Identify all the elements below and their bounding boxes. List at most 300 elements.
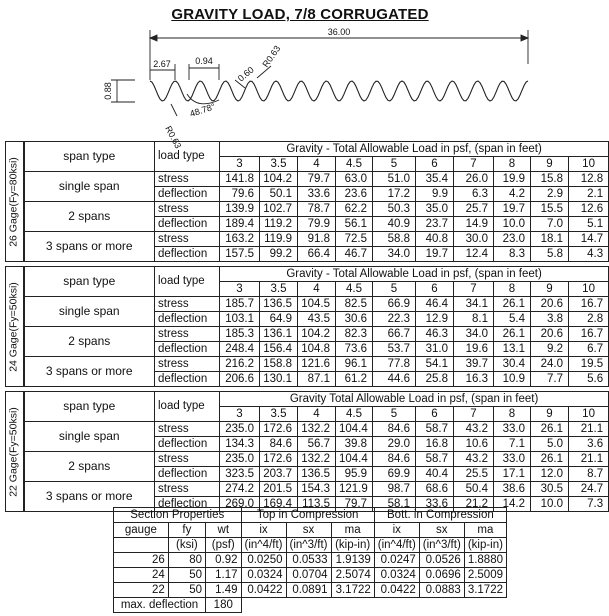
table-row xyxy=(6,172,609,187)
span-header-cell: 4.5 xyxy=(336,407,373,422)
span-type-cell: 3 spans or more xyxy=(24,482,155,512)
section-subheader-cell: fy xyxy=(168,523,205,538)
load-type-cell: deflection xyxy=(155,342,220,357)
value-cell: 51.0 xyxy=(373,172,416,187)
span-header-cell: 3.5 xyxy=(260,157,298,172)
gauge-header-row xyxy=(6,142,609,157)
value-cell: 33.6 xyxy=(416,497,454,512)
value-cell: 43.2 xyxy=(454,452,494,467)
value-cell: 66.9 xyxy=(373,297,416,312)
value-cell: 62.2 xyxy=(336,202,373,217)
span-type-header: span type xyxy=(24,267,155,297)
value-cell: 68.6 xyxy=(416,482,454,497)
value-cell: 2.9 xyxy=(531,187,569,202)
value-cell: 7.1 xyxy=(494,437,531,452)
load-type-cell: stress xyxy=(155,482,220,497)
value-cell: 136.5 xyxy=(260,297,298,312)
gravity-header: Gravity - Total Allowable Load in psf, (span in feet) xyxy=(220,142,609,157)
table-row xyxy=(6,422,609,437)
span-header-cell: 9 xyxy=(531,157,569,172)
gauge-side-label xyxy=(6,392,24,512)
value-cell: 26.1 xyxy=(494,297,531,312)
value-cell: 84.6 xyxy=(373,452,416,467)
value-cell: 56.1 xyxy=(336,217,373,232)
value-cell: 16.3 xyxy=(454,372,494,387)
value-cell: 44.6 xyxy=(373,372,416,387)
load-type-cell: stress xyxy=(155,452,220,467)
value-cell: 216.2 xyxy=(220,357,260,372)
value-cell: 5.6 xyxy=(569,372,609,387)
span-header-cell: 4.5 xyxy=(336,282,373,297)
value-cell: 132.2 xyxy=(298,452,336,467)
section-value-cell: 1.17 xyxy=(206,568,241,583)
value-cell: 24.0 xyxy=(531,357,569,372)
value-cell: 30.4 xyxy=(494,357,531,372)
span-header-cell: 6 xyxy=(416,282,454,297)
span-header-cell: 3 xyxy=(220,282,260,297)
section-value-cell: 0.0891 xyxy=(286,583,331,598)
value-cell: 7.3 xyxy=(569,497,609,512)
value-cell: 10.0 xyxy=(531,497,569,512)
span-header-cell: 8 xyxy=(494,407,531,422)
value-cell: 10.9 xyxy=(494,372,531,387)
section-value-cell: 0.0422 xyxy=(374,583,419,598)
value-cell: 3.8 xyxy=(531,312,569,327)
section-value-cell: 2.5074 xyxy=(331,568,374,583)
span-type-cell: single span xyxy=(24,172,155,202)
gravity-header: Gravity - Total Allowable Load in psf, (span in feet) xyxy=(220,267,609,282)
value-cell: 38.6 xyxy=(494,482,531,497)
span-header-cell: 3.5 xyxy=(260,407,298,422)
max-deflection-label: max. deflection xyxy=(114,598,206,613)
span-header-cell: 4.5 xyxy=(336,157,373,172)
value-cell: 134.3 xyxy=(220,437,260,452)
value-cell: 96.1 xyxy=(336,357,373,372)
section-value-cell: 0.0422 xyxy=(241,583,286,598)
value-cell: 50.1 xyxy=(260,187,298,202)
value-cell: 20.6 xyxy=(531,297,569,312)
section-units-row xyxy=(114,538,507,553)
value-cell: 130.1 xyxy=(260,372,298,387)
value-cell: 185.7 xyxy=(220,297,260,312)
table-row xyxy=(6,202,609,217)
value-cell: 23.0 xyxy=(494,232,531,247)
value-cell: 19.6 xyxy=(454,342,494,357)
value-cell: 5.1 xyxy=(569,217,609,232)
section-unit-cell: (in^4/ft) xyxy=(241,538,286,553)
value-cell: 139.9 xyxy=(220,202,260,217)
dim-depth: 0.88 xyxy=(103,82,113,100)
section-value-cell: 24 xyxy=(114,568,169,583)
value-cell: 34.0 xyxy=(454,327,494,342)
value-cell: 7.0 xyxy=(531,217,569,232)
load-type-cell: deflection xyxy=(155,497,220,512)
table-row xyxy=(6,452,609,467)
value-cell: 12.4 xyxy=(454,247,494,262)
value-cell: 104.2 xyxy=(298,327,336,342)
value-cell: 104.4 xyxy=(336,452,373,467)
load-type-cell: deflection xyxy=(155,312,220,327)
value-cell: 30.0 xyxy=(454,232,494,247)
value-cell: 30.5 xyxy=(531,482,569,497)
value-cell: 19.7 xyxy=(494,202,531,217)
section-subheader-cell: wt xyxy=(206,523,241,538)
value-cell: 26.1 xyxy=(531,422,569,437)
value-cell: 12.8 xyxy=(569,172,609,187)
load-type-cell: stress xyxy=(155,232,220,247)
value-cell: 61.2 xyxy=(336,372,373,387)
value-cell: 12.6 xyxy=(569,202,609,217)
table-row xyxy=(6,232,609,247)
value-cell: 189.4 xyxy=(220,217,260,232)
value-cell: 25.8 xyxy=(416,372,454,387)
dim-total: 36.00 xyxy=(327,27,351,37)
value-cell: 119.2 xyxy=(260,217,298,232)
value-cell: 235.0 xyxy=(220,452,260,467)
section-value-cell: 26 xyxy=(114,553,169,568)
value-cell: 82.3 xyxy=(336,327,373,342)
gauge-label-text: 24 Gage(Fy=50ksi) xyxy=(7,281,20,372)
value-cell: 16.7 xyxy=(569,327,609,342)
value-cell: 31.0 xyxy=(416,342,454,357)
span-header-cell: 10 xyxy=(569,282,609,297)
section-value-cell: 0.0704 xyxy=(286,568,331,583)
value-cell: 58.1 xyxy=(373,497,416,512)
value-cell: 21.2 xyxy=(454,497,494,512)
value-cell: 63.0 xyxy=(336,172,373,187)
load-type-cell: deflection xyxy=(155,187,220,202)
value-cell: 58.7 xyxy=(416,452,454,467)
span-header-cell: 4 xyxy=(298,282,336,297)
value-cell: 29.0 xyxy=(373,437,416,452)
value-cell: 39.7 xyxy=(454,357,494,372)
load-type-cell: stress xyxy=(155,297,220,312)
value-cell: 121.6 xyxy=(298,357,336,372)
value-cell: 10.6 xyxy=(454,437,494,452)
load-type-cell: deflection xyxy=(155,217,220,232)
table-row xyxy=(114,583,507,598)
value-cell: 8.7 xyxy=(569,467,609,482)
value-cell: 26.0 xyxy=(454,172,494,187)
value-cell: 136.5 xyxy=(298,467,336,482)
span-header-cell: 3 xyxy=(220,157,260,172)
value-cell: 16.8 xyxy=(416,437,454,452)
gauge-header-row xyxy=(6,267,609,282)
dim-pitch: 2.67 xyxy=(153,59,171,69)
value-cell: 64.9 xyxy=(260,312,298,327)
section-value-cell: 1.9139 xyxy=(331,553,374,568)
value-cell: 203.7 xyxy=(260,467,298,482)
span-type-header: span type xyxy=(24,392,155,422)
page-title: GRAVITY LOAD, 7/8 CORRUGATED xyxy=(171,6,429,23)
span-header-cell: 4 xyxy=(298,407,336,422)
value-cell: 141.8 xyxy=(220,172,260,187)
value-cell: 79.7 xyxy=(298,172,336,187)
value-cell: 79.9 xyxy=(298,217,336,232)
section-unit-cell xyxy=(114,538,169,553)
value-cell: 12.0 xyxy=(531,467,569,482)
gauge-side-label xyxy=(6,267,24,387)
dim-radius-bottom: R0.63 xyxy=(163,124,184,151)
value-cell: 30.6 xyxy=(336,312,373,327)
span-header-cell: 7 xyxy=(454,157,494,172)
section-subheader-row xyxy=(114,523,507,538)
value-cell: 58.7 xyxy=(416,422,454,437)
value-cell: 21.1 xyxy=(569,422,609,437)
value-cell: 33.6 xyxy=(298,187,336,202)
section-value-cell: 0.0533 xyxy=(286,553,331,568)
value-cell: 15.8 xyxy=(531,172,569,187)
value-cell: 185.3 xyxy=(220,327,260,342)
value-cell: 50.3 xyxy=(373,202,416,217)
value-cell: 14.7 xyxy=(569,232,609,247)
value-cell: 84.6 xyxy=(373,422,416,437)
value-cell: 56.7 xyxy=(298,437,336,452)
value-cell: 33.0 xyxy=(494,422,531,437)
span-header-cell: 8 xyxy=(494,157,531,172)
value-cell: 172.6 xyxy=(260,452,298,467)
table-row xyxy=(6,327,609,342)
load-type-header: load type xyxy=(155,392,220,422)
span-header-cell: 9 xyxy=(531,407,569,422)
value-cell: 104.4 xyxy=(336,422,373,437)
value-cell: 87.1 xyxy=(298,372,336,387)
span-header-cell: 10 xyxy=(569,157,609,172)
value-cell: 235.0 xyxy=(220,422,260,437)
value-cell: 35.0 xyxy=(416,202,454,217)
value-cell: 19.5 xyxy=(569,357,609,372)
section-value-cell: 3.1722 xyxy=(331,583,374,598)
value-cell: 5.8 xyxy=(531,247,569,262)
value-cell: 119.9 xyxy=(260,232,298,247)
section-value-cell: 50 xyxy=(168,568,205,583)
value-cell: 19.9 xyxy=(494,172,531,187)
section-subheader-cell: ix xyxy=(374,523,419,538)
section-value-cell: 80 xyxy=(168,553,205,568)
value-cell: 158.8 xyxy=(260,357,298,372)
value-cell: 84.6 xyxy=(260,437,298,452)
value-cell: 13.1 xyxy=(494,342,531,357)
value-cell: 40.4 xyxy=(416,467,454,482)
span-header-cell: 5 xyxy=(373,407,416,422)
span-header-cell: 6 xyxy=(416,157,454,172)
value-cell: 206.6 xyxy=(220,372,260,387)
value-cell: 9.2 xyxy=(531,342,569,357)
span-header-cell: 6 xyxy=(416,407,454,422)
section-value-cell: 1.49 xyxy=(206,583,241,598)
value-cell: 154.3 xyxy=(298,482,336,497)
section-unit-cell: (in^3/ft) xyxy=(286,538,331,553)
load-type-cell: stress xyxy=(155,202,220,217)
value-cell: 132.2 xyxy=(298,422,336,437)
section-value-cell: 22 xyxy=(114,583,169,598)
dim-thick: 0.60 xyxy=(235,64,256,84)
table-row xyxy=(6,482,609,497)
load-type-cell: stress xyxy=(155,357,220,372)
section-header-row xyxy=(114,508,507,523)
value-cell: 33.0 xyxy=(494,452,531,467)
section-value-cell: 1.8880 xyxy=(464,553,506,568)
value-cell: 5.0 xyxy=(531,437,569,452)
section-subheader-cell: sx xyxy=(286,523,331,538)
value-cell: 82.5 xyxy=(336,297,373,312)
value-cell: 25.7 xyxy=(454,202,494,217)
value-cell: 157.5 xyxy=(220,247,260,262)
span-header-cell: 7 xyxy=(454,282,494,297)
value-cell: 40.8 xyxy=(416,232,454,247)
section-subheader-cell: gauge xyxy=(114,523,169,538)
section-value-cell: 0.92 xyxy=(206,553,241,568)
value-cell: 3.6 xyxy=(569,437,609,452)
section-subheader-cell: sx xyxy=(419,523,464,538)
section-value-cell: 0.0696 xyxy=(419,568,464,583)
load-type-cell: stress xyxy=(155,172,220,187)
value-cell: 23.7 xyxy=(416,217,454,232)
gravity-load-table xyxy=(5,141,609,512)
section-subheader-cell: ma xyxy=(464,523,506,538)
value-cell: 34.1 xyxy=(454,297,494,312)
dim-angle: 48.78° xyxy=(188,101,217,119)
value-cell: 6.7 xyxy=(569,342,609,357)
span-header-cell: 5 xyxy=(373,282,416,297)
section-value-cell: 2.5009 xyxy=(464,568,506,583)
section-value-cell: 0.0250 xyxy=(241,553,286,568)
value-cell: 104.8 xyxy=(298,342,336,357)
value-cell: 66.7 xyxy=(373,327,416,342)
load-type-cell: deflection xyxy=(155,437,220,452)
value-cell: 7.7 xyxy=(531,372,569,387)
load-type-cell: deflection xyxy=(155,467,220,482)
top-compression-header: Top in Compression xyxy=(241,508,374,523)
section-value-cell: 50 xyxy=(168,583,205,598)
value-cell: 18.1 xyxy=(531,232,569,247)
value-cell: 72.5 xyxy=(336,232,373,247)
span-header-cell: 10 xyxy=(569,407,609,422)
value-cell: 4.2 xyxy=(494,187,531,202)
value-cell: 77.8 xyxy=(373,357,416,372)
value-cell: 169.4 xyxy=(260,497,298,512)
load-type-cell: stress xyxy=(155,422,220,437)
value-cell: 50.4 xyxy=(454,482,494,497)
value-cell: 34.0 xyxy=(373,247,416,262)
value-cell: 14.2 xyxy=(494,497,531,512)
value-cell: 2.1 xyxy=(569,187,609,202)
value-cell: 46.7 xyxy=(336,247,373,262)
value-cell: 14.9 xyxy=(454,217,494,232)
section-subheader-cell: ma xyxy=(331,523,374,538)
value-cell: 46.3 xyxy=(416,327,454,342)
gauge-label-text: 26 Gage(Fy=80ksi) xyxy=(7,156,20,247)
value-cell: 17.2 xyxy=(373,187,416,202)
value-cell: 54.1 xyxy=(416,357,454,372)
span-type-cell: 3 spans or more xyxy=(24,232,155,262)
value-cell: 8.1 xyxy=(454,312,494,327)
value-cell: 269.0 xyxy=(220,497,260,512)
value-cell: 323.5 xyxy=(220,467,260,482)
load-type-cell: stress xyxy=(155,327,220,342)
load-type-header: load type xyxy=(155,142,220,172)
value-cell: 201.5 xyxy=(260,482,298,497)
value-cell: 10.0 xyxy=(494,217,531,232)
span-header-cell: 3.5 xyxy=(260,282,298,297)
section-value-cell: 3.1722 xyxy=(464,583,506,598)
section-unit-cell: (kip-in) xyxy=(331,538,374,553)
section-value-cell: 0.0324 xyxy=(241,568,286,583)
value-cell: 73.6 xyxy=(336,342,373,357)
span-header-cell: 9 xyxy=(531,282,569,297)
gauge-header-row xyxy=(6,392,609,407)
value-cell: 46.4 xyxy=(416,297,454,312)
dim-flat: 0.94 xyxy=(195,56,213,66)
max-deflection-row xyxy=(114,598,507,613)
value-cell: 172.6 xyxy=(260,422,298,437)
value-cell: 156.4 xyxy=(260,342,298,357)
load-type-cell: deflection xyxy=(155,247,220,262)
value-cell: 40.9 xyxy=(373,217,416,232)
section-unit-cell: (kip-in) xyxy=(464,538,506,553)
value-cell: 53.7 xyxy=(373,342,416,357)
span-type-cell: 2 spans xyxy=(24,452,155,482)
value-cell: 6.3 xyxy=(454,187,494,202)
value-cell: 23.6 xyxy=(336,187,373,202)
max-deflection-value: 180 xyxy=(206,598,241,613)
value-cell: 43.2 xyxy=(454,422,494,437)
value-cell: 26.1 xyxy=(494,327,531,342)
section-value-cell: 0.0324 xyxy=(374,568,419,583)
value-cell: 102.7 xyxy=(260,202,298,217)
span-header-cell: 3 xyxy=(220,407,260,422)
span-type-cell: 2 spans xyxy=(24,202,155,232)
span-type-cell: single span xyxy=(24,422,155,452)
value-cell: 9.9 xyxy=(416,187,454,202)
section-value-cell: 0.0883 xyxy=(419,583,464,598)
value-cell: 58.8 xyxy=(373,232,416,247)
value-cell: 163.2 xyxy=(220,232,260,247)
empty-cell xyxy=(241,598,507,613)
value-cell: 136.1 xyxy=(260,327,298,342)
value-cell: 99.2 xyxy=(260,247,298,262)
span-header-cell: 8 xyxy=(494,282,531,297)
section-unit-cell: (ksi) xyxy=(168,538,205,553)
span-type-cell: single span xyxy=(24,297,155,327)
gravity-header: Gravity Total Allowable Load in psf, (span in feet) xyxy=(220,392,609,407)
section-value-cell: 0.0247 xyxy=(374,553,419,568)
value-cell: 12.9 xyxy=(416,312,454,327)
section-unit-cell: (in^4/ft) xyxy=(374,538,419,553)
section-properties-table xyxy=(113,507,507,613)
value-cell: 17.1 xyxy=(494,467,531,482)
value-cell: 69.9 xyxy=(373,467,416,482)
value-cell: 43.5 xyxy=(298,312,336,327)
value-cell: 104.2 xyxy=(260,172,298,187)
value-cell: 79.6 xyxy=(220,187,260,202)
value-cell: 2.8 xyxy=(569,312,609,327)
table-row xyxy=(114,568,507,583)
section-unit-cell: (in^3/ft) xyxy=(419,538,464,553)
span-type-cell: 2 spans xyxy=(24,327,155,357)
value-cell: 104.5 xyxy=(298,297,336,312)
value-cell: 39.8 xyxy=(336,437,373,452)
value-cell: 103.1 xyxy=(220,312,260,327)
value-cell: 66.4 xyxy=(298,247,336,262)
value-cell: 25.5 xyxy=(454,467,494,482)
value-cell: 20.6 xyxy=(531,327,569,342)
section-unit-cell: (psf) xyxy=(206,538,241,553)
section-value-cell: 0.0526 xyxy=(419,553,464,568)
section-properties-header: Section Properties xyxy=(114,508,242,523)
gauge-side-label xyxy=(6,142,24,262)
span-header-cell: 4 xyxy=(298,157,336,172)
